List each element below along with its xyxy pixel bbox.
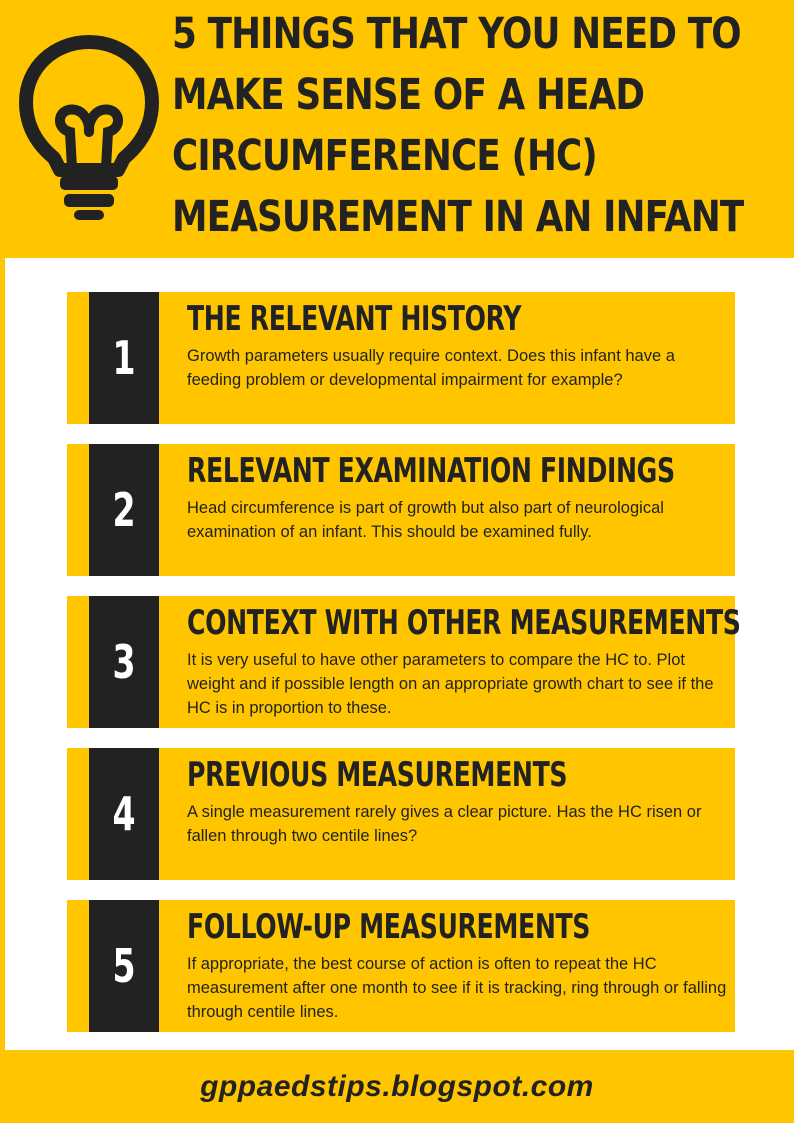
number-badge — [89, 748, 159, 880]
title-line: MAKE SENSE OF A HEAD — [172, 70, 645, 120]
item-heading: THE RELEVANT HISTORY — [187, 299, 522, 339]
item-heading: FOLLOW-UP MEASUREMENTS — [187, 907, 591, 947]
list-item — [67, 292, 735, 424]
item-heading: CONTEXT WITH OTHER MEASUREMENTS — [187, 603, 741, 643]
title-line: MEASUREMENT IN AN INFANT — [172, 192, 744, 242]
item-number: 4 — [112, 787, 136, 841]
title-line: CIRCUMFERENCE (HC) — [172, 131, 597, 181]
item-number: 3 — [112, 635, 136, 689]
blog-url: gppaedstips.blogspot.com — [200, 1069, 594, 1103]
page-title — [172, 4, 744, 248]
item-heading: RELEVANT EXAMINATION FINDINGS — [187, 451, 675, 491]
title-line: 5 THINGS THAT YOU NEED TO — [172, 9, 741, 59]
item-body: If appropriate, the best course of action is often to repeat the HC measurement after one month to see if it is tracking, ring through or falling through centile lines. — [187, 955, 727, 1021]
item-body: Growth parameters usually require context. Does this infant have a feeding problem or developmental impairment for example? — [187, 347, 675, 389]
list-item — [67, 748, 735, 880]
content-panel — [5, 258, 794, 1050]
item-number: 1 — [112, 331, 136, 385]
number-badge — [89, 900, 159, 1032]
item-number: 5 — [112, 939, 136, 993]
number-badge — [89, 292, 159, 424]
item-body: It is very useful to have other parameters to compare the HC to. Plot weight and if possible length on an appropriate growth chart to see if the HC is in proportion to these. — [187, 651, 714, 717]
list-item — [67, 444, 735, 576]
item-body: Head circumference is part of growth but also part of neurological examination of an infant. This should be examined fully. — [187, 499, 664, 541]
footer — [0, 1050, 794, 1123]
list-item — [67, 900, 735, 1032]
number-badge — [89, 596, 159, 728]
header — [0, 0, 794, 258]
lightbulb-icon — [14, 32, 164, 222]
list-item — [67, 596, 741, 728]
number-badge — [89, 444, 159, 576]
item-heading: PREVIOUS MEASUREMENTS — [187, 755, 568, 795]
item-number: 2 — [112, 483, 136, 537]
item-body: A single measurement rarely gives a clear picture. Has the HC risen or fallen through two centile lines? — [187, 803, 702, 845]
